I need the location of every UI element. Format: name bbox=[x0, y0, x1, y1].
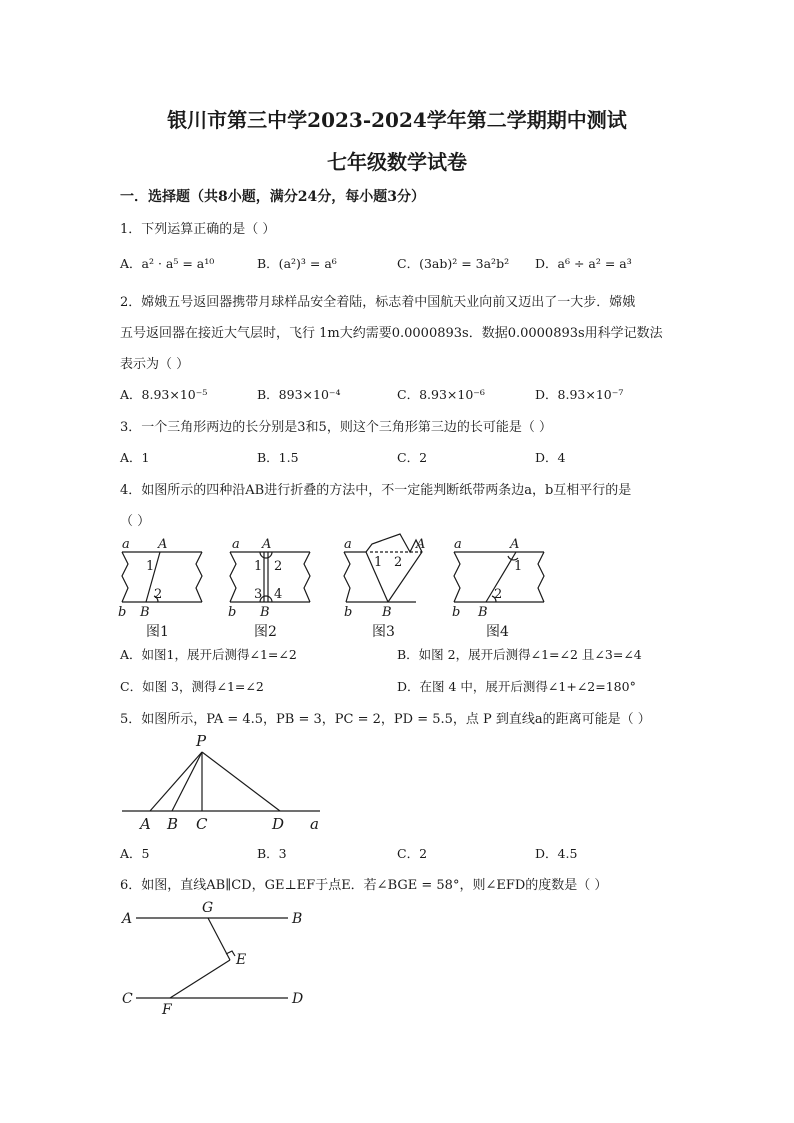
q6-label-E: E bbox=[236, 952, 247, 968]
fig2-label-3: 3 bbox=[254, 587, 263, 602]
q5-label-C: C bbox=[196, 815, 208, 833]
question-6-figure bbox=[116, 896, 326, 1020]
question-2-option-b: B．893×10⁻⁴ bbox=[257, 387, 341, 402]
question-1-option-d: D．a⁶ ÷ a² = a³ bbox=[535, 256, 632, 271]
q6-label-B: B bbox=[292, 911, 303, 927]
fig4-caption: 图4 bbox=[486, 624, 509, 640]
exam-subtitle: 七年级数学试卷 bbox=[327, 150, 467, 174]
fig3-label-a: a bbox=[344, 537, 352, 552]
question-2-option-a: A．8.93×10⁻⁵ bbox=[120, 387, 208, 402]
question-2-option-c: C．8.93×10⁻⁶ bbox=[397, 387, 485, 402]
fig1-label-b: b bbox=[118, 605, 127, 620]
q6-label-D: D bbox=[292, 991, 304, 1007]
question-4-option-c: C．如图 3，测得∠1=∠2 bbox=[120, 679, 264, 694]
question-2-option-d: D．8.93×10⁻⁷ bbox=[535, 387, 624, 402]
fig3-label-2: 2 bbox=[394, 555, 403, 570]
question-4-option-a: A．如图1，展开后测得∠1=∠2 bbox=[120, 647, 297, 662]
q5-label-A: A bbox=[140, 815, 151, 833]
fig1-label-A: A bbox=[158, 537, 168, 552]
fig3-label-1: 1 bbox=[374, 555, 383, 570]
q5-label-a: a bbox=[310, 815, 319, 833]
fig2-label-1: 1 bbox=[254, 559, 263, 574]
fig2-label-B: B bbox=[260, 605, 270, 620]
fig2-label-2: 2 bbox=[274, 559, 283, 574]
question-1-stem: 1．下列运算正确的是（ ） bbox=[120, 222, 276, 237]
q6-label-A: A bbox=[122, 911, 133, 927]
fig4-label-b: b bbox=[452, 605, 461, 620]
fig1-label-B: B bbox=[140, 605, 150, 620]
fig3-label-b: b bbox=[344, 605, 353, 620]
question-2-line-3: 表示为（ ） bbox=[120, 357, 190, 372]
q5-label-B: B bbox=[167, 815, 179, 833]
q5-label-P: P bbox=[196, 732, 207, 750]
fig3-strip bbox=[344, 534, 422, 602]
fig4-label-2: 2 bbox=[494, 587, 503, 602]
fig2-label-4: 4 bbox=[274, 587, 283, 602]
fig4-label-B: B bbox=[478, 605, 488, 620]
question-2-line-2: 五号返回器在接近大气层时，飞行 1m大约需要0.0000893s．数据0.0000893s用科学记数法 bbox=[120, 326, 663, 341]
q5-label-D: D bbox=[272, 815, 285, 833]
question-4-line-2: （ ） bbox=[120, 514, 151, 529]
question-1-option-b: B．(a²)³ = a⁶ bbox=[257, 256, 337, 271]
fig1-label-1: 1 bbox=[146, 559, 155, 574]
fig2-label-a: a bbox=[232, 537, 240, 552]
q6-label-F: F bbox=[162, 1002, 172, 1018]
question-5-option-d: D．4.5 bbox=[535, 846, 578, 861]
fig2-strip bbox=[230, 552, 310, 602]
question-5-option-a: A．5 bbox=[120, 846, 150, 861]
question-4-figures bbox=[110, 530, 570, 642]
fig1-caption: 图1 bbox=[146, 624, 169, 640]
fig3-label-A: A bbox=[416, 537, 426, 552]
question-1-option-c: C．(3ab)² = 3a²b² bbox=[397, 256, 510, 271]
fig4-label-A: A bbox=[510, 537, 520, 552]
question-5-stem: 5．如图所示，PA = 4.5，PB = 3，PC = 2，PD = 5.5，点 P 到直线a的距离可能是（ ） bbox=[120, 712, 651, 727]
q6-label-C: C bbox=[122, 991, 133, 1007]
fig2-label-A: A bbox=[262, 537, 272, 552]
question-3-option-b: B．1.5 bbox=[257, 450, 299, 465]
question-3-stem: 3．一个三角形两边的长分别是3和5，则这个三角形第三边的长可能是（ ） bbox=[120, 420, 552, 435]
fig2-label-b: b bbox=[228, 605, 237, 620]
question-4-option-d: D．在图 4 中，展开后测得∠1+∠2=180° bbox=[397, 679, 636, 694]
fig1-label-a: a bbox=[122, 537, 130, 552]
fig3-caption: 图3 bbox=[372, 624, 395, 640]
fig1-label-2: 2 bbox=[154, 587, 163, 602]
question-3-option-d: D．4 bbox=[535, 450, 566, 465]
fig4-label-1: 1 bbox=[514, 559, 523, 574]
question-6-stem: 6．如图，直线AB∥CD，GE⊥EF于点E．若∠BGE = 58°，则∠EFD的度数是（ ） bbox=[120, 878, 608, 893]
q6-label-G: G bbox=[202, 900, 214, 916]
question-5-figure bbox=[116, 728, 336, 836]
fig4-label-a: a bbox=[454, 537, 462, 552]
question-2-line-1: 2．嫦娥五号返回器携带月球样品安全着陆，标志着中国航天业向前又迈出了一大步．嫦娥 bbox=[120, 295, 636, 310]
exam-title: 银川市第三中学2023-2024学年第二学期期中测试 bbox=[167, 108, 627, 132]
question-4-line-1: 4．如图所示的四种沿AB进行折叠的方法中，不一定能判断纸带两条边a，b互相平行的是 bbox=[120, 483, 632, 498]
fig3-label-B: B bbox=[382, 605, 392, 620]
question-3-option-a: A．1 bbox=[120, 450, 150, 465]
section-heading: 一．选择题（共8小题，满分24分，每小题3分） bbox=[120, 189, 425, 205]
question-5-option-b: B．3 bbox=[257, 846, 287, 861]
fig2-caption: 图2 bbox=[254, 624, 277, 640]
question-3-option-c: C．2 bbox=[397, 450, 428, 465]
question-1-option-a: A．a² · a⁵ = a¹⁰ bbox=[120, 256, 215, 271]
question-5-option-c: C．2 bbox=[397, 846, 428, 861]
question-4-option-b: B．如图 2，展开后测得∠1=∠2 且∠3=∠4 bbox=[397, 647, 642, 662]
